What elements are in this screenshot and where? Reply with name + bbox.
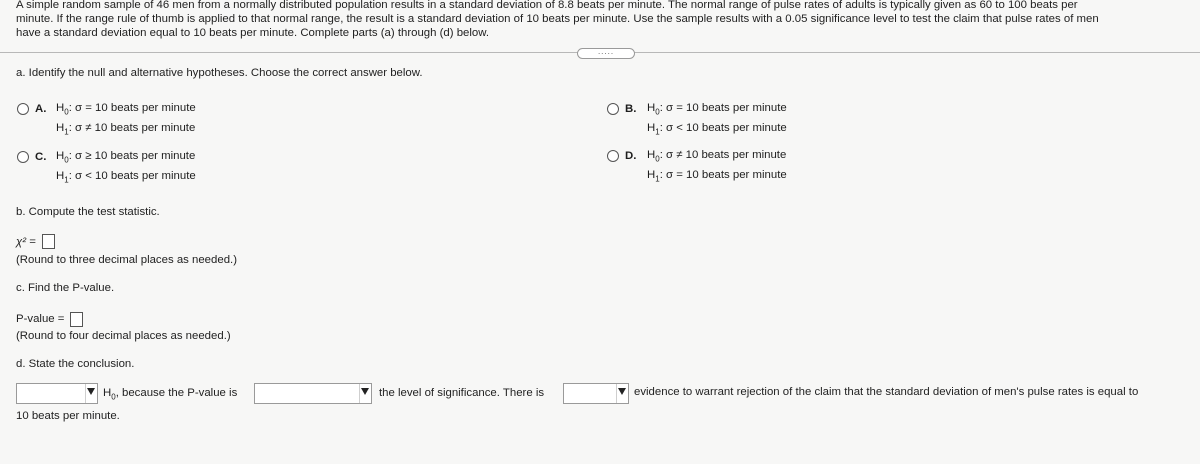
part-b-prompt: b. Compute the test statistic. [16, 206, 160, 218]
evidence-dropdown[interactable] [563, 383, 629, 404]
decision-dropdown[interactable] [16, 383, 98, 404]
chevron-down-icon [618, 388, 626, 395]
option-a-letter: A. [35, 103, 47, 115]
p-value-answer-input[interactable] [70, 312, 83, 327]
option-d-letter: D. [625, 150, 637, 162]
part-c-prompt: c. Find the P-value. [16, 282, 115, 294]
option-d-radio[interactable] [607, 150, 619, 162]
problem-line-1: A simple random sample of 46 men from a normally distributed population results in a standard deviation of 8.8 beats per minute. The normal range of pulse rates of adults is typically given as 60 to 100 beats per [16, 0, 1078, 11]
expand-toggle-button[interactable]: ..... [577, 48, 635, 59]
chevron-down-icon [87, 388, 95, 395]
option-b-h1: $H_1$: σ < 10 beats per minute [647, 122, 787, 137]
option-a-radio[interactable] [17, 103, 29, 115]
option-c-h0: $H_0$: σ ≥ 10 beats per minute [56, 150, 196, 165]
chi-square-label: χ² = [16, 236, 36, 248]
option-a-h0: $H_0$: σ = 10 beats per minute [56, 102, 196, 117]
comparison-dropdown-arrow-box [359, 384, 371, 403]
option-d-h1: $H_1$: σ = 10 beats per minute [647, 169, 787, 184]
part-c-rounding-note: (Round to four decimal places as needed.) [16, 330, 231, 342]
option-c-radio[interactable] [17, 151, 29, 163]
problem-line-2: minute. If the range rule of thumb is applied to that normal range, the result is a standard deviation of 10 beats per minute. Use the sample results with a 0.05 significance level to test the claim that pulse rates of men [16, 13, 1099, 25]
evidence-dropdown-arrow-box [616, 384, 628, 403]
option-d-h0: $H_0$: σ ≠ 10 beats per minute [647, 149, 787, 164]
p-value-comparison-dropdown[interactable] [254, 383, 372, 404]
chi-square-answer-input[interactable] [42, 234, 55, 249]
p-value-label: P-value = [16, 313, 65, 325]
conclusion-text-1: $H_0$, because the P-value is [103, 387, 238, 402]
conclusion-text-4: 10 beats per minute. [16, 410, 120, 422]
option-b-letter: B. [625, 103, 637, 115]
option-b-radio[interactable] [607, 103, 619, 115]
problem-line-3: have a standard deviation equal to 10 beats per minute. Complete parts (a) through (d) below. [16, 27, 489, 39]
part-b-rounding-note: (Round to three decimal places as needed.) [16, 254, 237, 266]
option-c-h1: $H_1$: σ < 10 beats per minute [56, 170, 196, 185]
chevron-down-icon [361, 388, 369, 395]
conclusion-text-3: evidence to warrant rejection of the claim that the standard deviation of men's pulse rates is equal to [634, 386, 1139, 398]
option-c-letter: C. [35, 151, 47, 163]
option-b-h0: $H_0$: σ = 10 beats per minute [647, 102, 787, 117]
decision-dropdown-arrow-box [85, 384, 97, 403]
problem-statement [16, 0, 1186, 40]
part-d-prompt: d. State the conclusion. [16, 358, 135, 370]
option-a-h1: $H_1$: σ ≠ 10 beats per minute [56, 122, 196, 137]
conclusion-text-2: the level of significance. There is [379, 387, 545, 399]
part-a-prompt: a. Identify the null and alternative hypotheses. Choose the correct answer below. [16, 67, 423, 79]
